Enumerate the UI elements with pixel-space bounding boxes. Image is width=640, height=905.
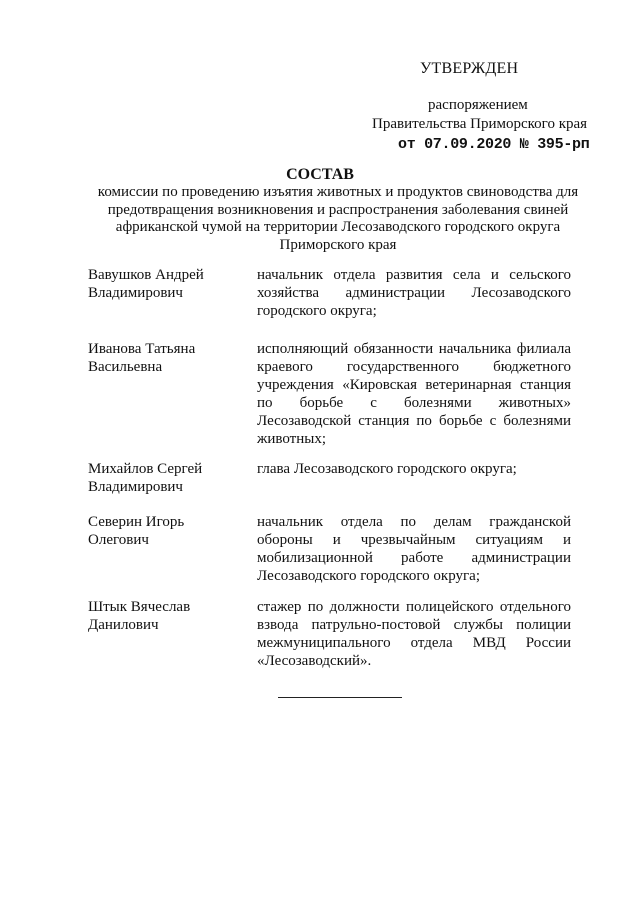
member-name (88, 266, 248, 302)
member-name-line1: Михайлов Сергей (88, 461, 203, 477)
member-name-line1: Иванова Татьяна (88, 341, 196, 357)
member-name-line2: Васильевна (88, 359, 163, 375)
member-role: начальник отдела развития села и сельского хозяйства администрации Лесозаводского городского округа; (257, 267, 571, 319)
member-role: начальник отдела по делам гражданской обороны и чрезвычайным ситуациям и мобилизационной работе администрации Лесозаводского городского округа; (257, 514, 571, 584)
document-subtitle: комиссии по проведению изъятия животных и продуктов свиноводства для предотвращения возникновения и распространения заболевания свиней африканской чумой на территории Лесозаводского городского округа Приморского края (97, 184, 579, 253)
member-role: исполняющий обязанности начальника филиала краевого государственного бюджетного учреждения «Кировская ветеринарная станция по борьбе с болезнями животных» Лесозаводской станция по борьбе с болезнями животных; (257, 341, 571, 447)
approval-order-label: распоряжением (428, 97, 528, 113)
approval-stamp-title: УТВЕРЖДЕН (420, 60, 519, 77)
approval-order-date: от 07.09.2020 № 395-рп (398, 136, 590, 153)
member-name-line2: Олегович (88, 532, 149, 548)
member-name-line1: Северин Игорь (88, 514, 185, 530)
member-name (88, 460, 248, 496)
member-name-line2: Владимирович (88, 285, 183, 301)
member-name-line1: Штык Вячеслав (88, 599, 191, 615)
member-name (88, 513, 248, 549)
member-role: стажер по должности полицейского отдельного взвода патрульно-постовой службы полиции межмуниципального отдела МВД России «Лесозаводский». (257, 599, 571, 669)
member-name (88, 598, 248, 634)
member-name-line2: Данилович (88, 617, 159, 633)
member-role: глава Лесозаводского городского округа; (257, 461, 517, 477)
member-name-line2: Владимирович (88, 479, 183, 495)
approval-authority: Правительства Приморского края (372, 116, 588, 132)
closing-divider (278, 697, 402, 698)
member-name-line1: Вавушков Андрей (88, 267, 204, 283)
document-title: СОСТАВ (286, 166, 354, 183)
member-name (88, 340, 248, 376)
